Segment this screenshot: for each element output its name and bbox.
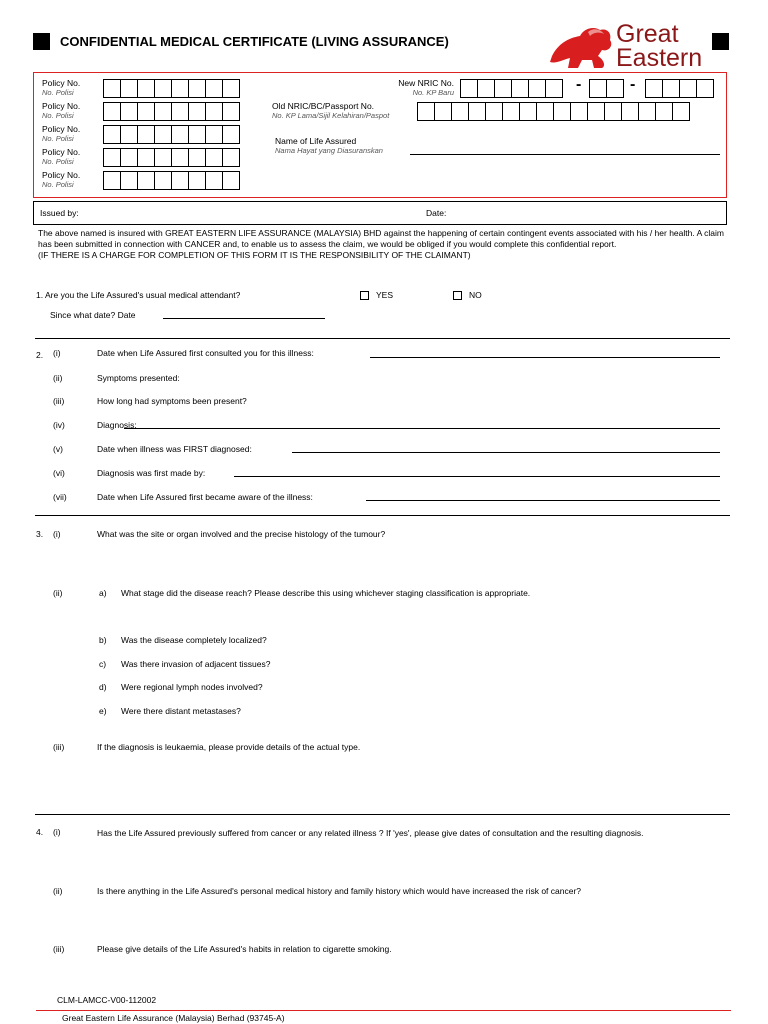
q3-sub-question: Were there distant metastases? — [121, 706, 241, 716]
q3-sub-question: What stage did the disease reach? Please describe this using whichever staging classification is appropriate. — [121, 588, 531, 598]
name-sublabel: Nama Hayat yang Diasuranskan — [275, 146, 383, 155]
q4-roman: (i) — [53, 827, 61, 837]
divider — [35, 814, 730, 815]
q3-roman: (i) — [53, 529, 61, 539]
company-name: Great Eastern Life Assurance (Malaysia) Berhad (93745-A) — [62, 1013, 285, 1023]
logo-line2: Eastern — [616, 44, 703, 72]
policy-sublabel: No. Polisi — [42, 180, 74, 189]
divider — [35, 338, 730, 339]
issued-section — [33, 201, 727, 225]
q3-sub-question: Was the disease completely localized? — [121, 635, 267, 645]
q2-answer-field[interactable] — [234, 476, 720, 477]
q3-number: 3. — [36, 529, 44, 539]
logo-line1: Great — [616, 20, 679, 48]
q1-since-label: Since what date? Date — [50, 310, 136, 320]
policy-number-3[interactable] — [103, 125, 239, 144]
q2-question: Diagnosis: — [97, 420, 137, 430]
logo-text — [616, 22, 702, 70]
q2-question: Date when illness was FIRST diagnosed: — [97, 444, 252, 454]
q3-sub-letter: b) — [99, 635, 107, 645]
divider — [35, 515, 730, 516]
policy-label: Policy No. — [42, 124, 81, 134]
lion-logo-icon — [548, 24, 618, 70]
q2-number: 2. — [36, 350, 44, 360]
q3-question: What was the site or organ involved and the precise histology of the tumour? — [97, 529, 386, 539]
q3-sub-question: Were regional lymph nodes involved? — [121, 682, 263, 692]
header-marker-right — [712, 33, 729, 50]
policy-sublabel: No. Polisi — [42, 134, 74, 143]
q2-roman: (ii) — [53, 373, 63, 383]
q2-roman: (iv) — [53, 420, 65, 430]
new-nric-part3[interactable] — [645, 79, 713, 98]
q3-roman: (ii) — [53, 588, 63, 598]
name-label: Name of Life Assured — [275, 136, 357, 146]
q3-sub-letter: d) — [99, 682, 107, 692]
old-nric-sublabel: No. KP Lama/Sijil Kelahiran/Paspot — [272, 111, 390, 120]
old-nric-label: Old NRIC/BC/Passport No. — [272, 101, 375, 111]
intro-note: (IF THERE IS A CHARGE FOR COMPLETION OF THIS FORM IT IS THE RESPONSIBILITY OF THE CLAIMANT) — [38, 250, 471, 260]
q3-sub-question: Was there invasion of adjacent tissues? — [121, 659, 271, 669]
q3-sub-letter: e) — [99, 706, 107, 716]
q2-answer-field[interactable] — [124, 428, 720, 429]
q3-sub-letter: c) — [99, 659, 107, 669]
nric-separator: - — [576, 76, 582, 93]
q2-answer-field[interactable] — [292, 452, 720, 453]
policy-sublabel: No. Polisi — [42, 88, 74, 97]
q1-text: 1. Are you the Life Assured's usual medical attendant? — [36, 290, 241, 300]
name-field[interactable] — [410, 154, 720, 155]
q1-since-date-field[interactable] — [163, 318, 325, 319]
policy-number-2[interactable] — [103, 102, 239, 121]
q1-yes-checkbox[interactable] — [360, 291, 369, 300]
q2-question: Diagnosis was first made by: — [97, 468, 206, 478]
policy-number-5[interactable] — [103, 171, 239, 190]
q2-question: Date when Life Assured first consulted you for this illness: — [97, 348, 314, 358]
policy-number-4[interactable] — [103, 148, 239, 167]
footer-divider — [36, 1010, 731, 1011]
q4-number: 4. — [36, 827, 44, 837]
policy-sublabel: No. Polisi — [42, 157, 74, 166]
q2-answer-field[interactable] — [366, 500, 720, 501]
policy-number-1[interactable] — [103, 79, 239, 98]
new-nric-sublabel: No. KP Baru — [412, 88, 454, 97]
policy-label: Policy No. — [42, 170, 81, 180]
q1-no-label: NO — [469, 290, 482, 300]
new-nric-label: New NRIC No. — [398, 78, 454, 88]
q4-question: Please give details of the Life Assured's habits in relation to cigarette smoking. — [97, 944, 392, 954]
q2-roman: (vi) — [53, 468, 65, 478]
policy-label: Policy No. — [42, 101, 81, 111]
new-nric-part1[interactable] — [460, 79, 562, 98]
q4-roman: (iii) — [53, 944, 65, 954]
q4-question: Is there anything in the Life Assured's personal medical history and family history which would have increased the risk of cancer? — [97, 886, 582, 896]
q4-roman: (ii) — [53, 886, 63, 896]
intro-text — [38, 228, 728, 261]
q4-question: Has the Life Assured previously suffered from cancer or any related illness ? If 'yes', please give dates of consultation and the resulting diagnosis. — [97, 828, 644, 838]
header-marker-left — [33, 33, 50, 50]
q2-question: How long had symptoms been present? — [97, 396, 247, 406]
issued-by-label: Issued by: — [40, 208, 79, 218]
q3-sub-letter: a) — [99, 588, 107, 598]
new-nric-part2[interactable] — [589, 79, 623, 98]
old-nric-boxes[interactable] — [417, 102, 689, 121]
form-code: CLM-LAMCC-V00-112002 — [57, 995, 157, 1005]
nric-separator: - — [630, 76, 636, 93]
q2-roman: (v) — [53, 444, 63, 454]
q2-answer-field[interactable] — [370, 357, 720, 358]
issued-date-label: Date: — [426, 208, 447, 218]
q3-roman: (iii) — [53, 742, 65, 752]
q1-yes-label: YES — [376, 290, 394, 300]
intro-paragraph: The above named is insured with GREAT EASTERN LIFE ASSURANCE (MALAYSIA) BHD against the happening of certain contingent events associated with his / her health. A claim has been submitted in connection with CANCER and, to enable us to assess the claim, we would be obliged if you would complete this confidential report. — [38, 228, 725, 249]
policy-label: Policy No. — [42, 147, 81, 157]
q3-question: If the diagnosis is leukaemia, please provide details of the actual type. — [97, 742, 361, 752]
policy-sublabel: No. Polisi — [42, 111, 74, 120]
q1-no-checkbox[interactable] — [453, 291, 462, 300]
q2-question: Date when Life Assured first became aware of the illness: — [97, 492, 313, 502]
q2-roman: (i) — [53, 348, 61, 358]
q2-roman: (iii) — [53, 396, 65, 406]
policy-label: Policy No. — [42, 78, 81, 88]
q2-roman: (vii) — [53, 492, 67, 502]
q2-question: Symptoms presented: — [97, 373, 180, 383]
form-title: CONFIDENTIAL MEDICAL CERTIFICATE (LIVING ASSURANCE) — [60, 34, 449, 49]
